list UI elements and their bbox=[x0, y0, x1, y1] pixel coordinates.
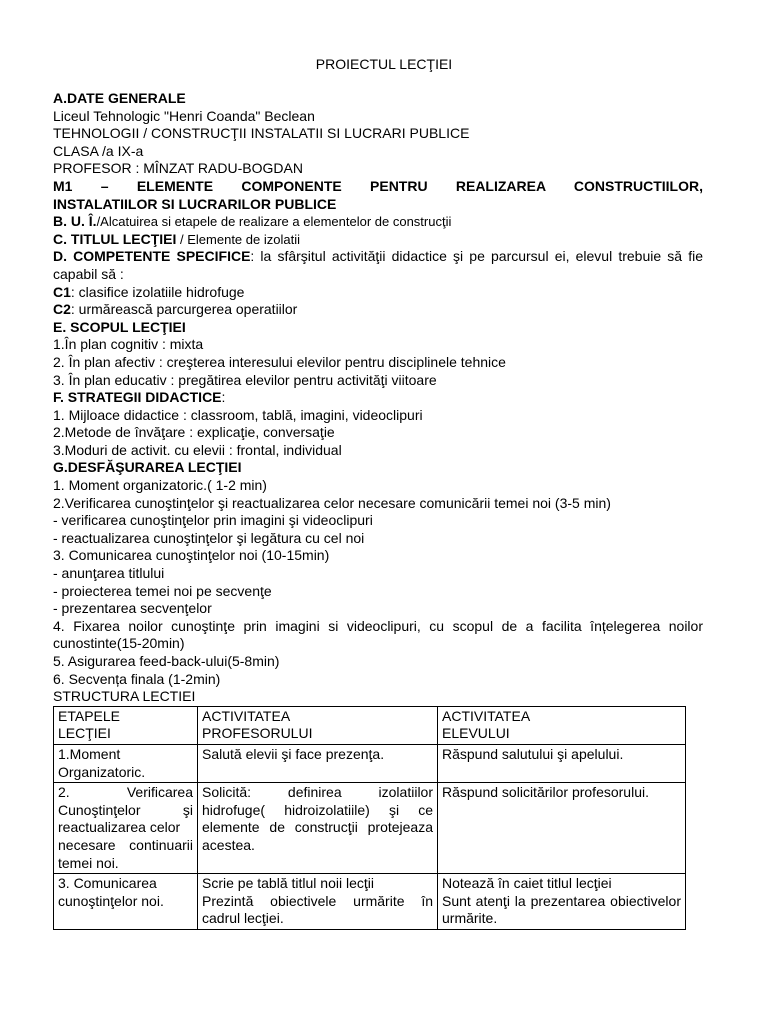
strategy-line: 2.Metode de învăţare : explicaţie, conversaţie bbox=[53, 424, 335, 441]
table-cell-stage: 2. Verificarea Cunoştinţelor şi reactualizarea celor necesare continuarii temei noi. bbox=[54, 783, 198, 874]
module-line-2: INSTALATIILOR SI LUCRARILOR PUBLICE bbox=[53, 195, 337, 212]
flow-line: 6. Secvența finala (1-2min) bbox=[53, 670, 221, 687]
module-line-1: M1 – ELEMENTE COMPONENTE PENTRU REALIZAREA CONSTRUCTIILOR, bbox=[53, 177, 703, 194]
table-header-cell: ETAPELE LECŢIEI bbox=[54, 706, 198, 744]
scope-line: 3. În plan educativ : pregătirea elevilor pentru activităţi viitoare bbox=[53, 371, 437, 388]
table-cell-stage: 3. Comunicarea cunoştinţelor noi. bbox=[54, 874, 198, 930]
scope-line: 1.În plan cognitiv : mixta bbox=[53, 336, 204, 353]
document-title: PROIECTUL LECŢIEI bbox=[315, 56, 453, 72]
flow-line: - reactualizarea cunoştinţelor şi legătura cu cel noi bbox=[53, 529, 365, 546]
table-cell-student: Răspund solicitărilor profesorului. bbox=[438, 783, 686, 874]
flow-line: 3. Comunicarea cunoştinţelor noi (10-15min) bbox=[53, 547, 330, 564]
flow-line: 4. Fixarea noilor cunoştinţe prin imagini si videoclipuri, cu scopul de a facilita înțelegerea noilor cunostinte(15-20min) bbox=[53, 617, 703, 652]
table-row bbox=[54, 783, 686, 874]
table-header-row bbox=[54, 706, 686, 744]
section-e-heading: E. SCOPUL LECŢIEI bbox=[53, 318, 186, 335]
competences-text: : la sfârşitul activităţii didactice şi pe parcursul ei, elevul trebuie să fie capabil să : bbox=[53, 248, 703, 282]
flow-line: - proiecterea temei noi pe secvenţe bbox=[53, 582, 272, 599]
document-body bbox=[53, 90, 703, 930]
flow-line: - verificarea cunoştinţelor prin imagini şi videoclipuri bbox=[53, 512, 373, 529]
table-row bbox=[54, 744, 686, 782]
strategy-line: 1. Mijloace didactice : classroom, tablă, imagini, videoclipuri bbox=[53, 406, 423, 423]
flow-line: - anunţarea titlului bbox=[53, 565, 165, 582]
lesson-title-label: C. TITLUL LECŢIEI bbox=[53, 230, 177, 247]
strategy-line: 3.Moduri de activit. cu elevii : frontal, individual bbox=[53, 441, 342, 458]
domain-line: TEHNOLOGII / CONSTRUCŢII INSTALATII SI LUCRARI PUBLICE bbox=[53, 125, 470, 142]
table-cell-teacher: Salută elevii şi face prezenţa. bbox=[198, 744, 438, 782]
table-cell-teacher: Scrie pe tablă titlul noii lecţii Prezintă obiectivele urmărite în cadrul lecţiei. bbox=[198, 874, 438, 930]
competence-c1-text: : clasifice izolatiile hidrofuge bbox=[70, 283, 245, 300]
table-cell-stage: 1.Moment Organizatoric. bbox=[54, 744, 198, 782]
competence-c1 bbox=[53, 284, 703, 302]
table-header-cell: ACTIVITATEA PROFESORULUI bbox=[198, 706, 438, 744]
section-f-colon: : bbox=[221, 389, 226, 406]
competence-c2-text: : urmărească parcurgerea operatiilor bbox=[70, 301, 298, 318]
table-cell-teacher: Solicită: definirea izolatiilor hidrofuge( hidroizolatiile) şi ce elemente de construcţii protejeaza acestea. bbox=[198, 783, 438, 874]
competence-c2-code: C2 bbox=[53, 301, 71, 318]
flow-line: 1. Moment organizatoric.( 1-2 min) bbox=[53, 477, 267, 494]
lesson-structure-table bbox=[53, 706, 686, 930]
school-line: Liceul Tehnologic "Henri Coanda" Beclean bbox=[53, 107, 315, 124]
competences-label: D. COMPETENTE SPECIFICE bbox=[53, 248, 251, 265]
section-g-heading: G.DESFĂŞURAREA LECŢIEI bbox=[53, 459, 242, 476]
table-cell-student: Notează în caiet titlul lecţiei Sunt atenţi la prezentarea obiectivelor urmărite. bbox=[438, 874, 686, 930]
table-header-cell: ACTIVITATEA ELEVULUI bbox=[438, 706, 686, 744]
section-a-heading: A.DATE GENERALE bbox=[53, 90, 186, 106]
table-cell-student: Răspund salutului şi apelului. bbox=[438, 744, 686, 782]
lesson-title-line bbox=[53, 231, 703, 249]
lesson-title-text: / Elemente de izolatii bbox=[176, 231, 300, 247]
bui-text: /Alcatuirea si etapele de realizare a elementelor de construcţii bbox=[96, 214, 452, 230]
scope-line: 2. În plan afectiv : creşterea interesului elevilor pentru disciplinele tehnice bbox=[53, 353, 506, 370]
section-f-heading-line bbox=[53, 389, 703, 407]
structure-heading: STRUCTURA LECTIEI bbox=[53, 688, 196, 705]
bui-line bbox=[53, 213, 703, 231]
flow-line: - prezentarea secvenţelor bbox=[53, 600, 212, 617]
competence-c1-code: C1 bbox=[53, 283, 71, 300]
competence-c2 bbox=[53, 301, 703, 319]
bui-label: B. U. Î. bbox=[53, 213, 97, 230]
table-row bbox=[54, 874, 686, 930]
flow-line: 5. Asigurarea feed-back-ului(5-8min) bbox=[53, 653, 280, 669]
section-f-heading: F. STRATEGII DIDACTICE bbox=[53, 389, 222, 406]
teacher-line: PROFESOR : MÎNZAT RADU-BOGDAN bbox=[53, 160, 303, 177]
flow-line: 2.Verificarea cunoştinţelor şi reactualizarea celor necesare comunicării temei noi (3-5 min) bbox=[53, 494, 611, 511]
competences-line bbox=[53, 248, 703, 283]
class-line: CLASA /a IX-a bbox=[53, 142, 144, 159]
